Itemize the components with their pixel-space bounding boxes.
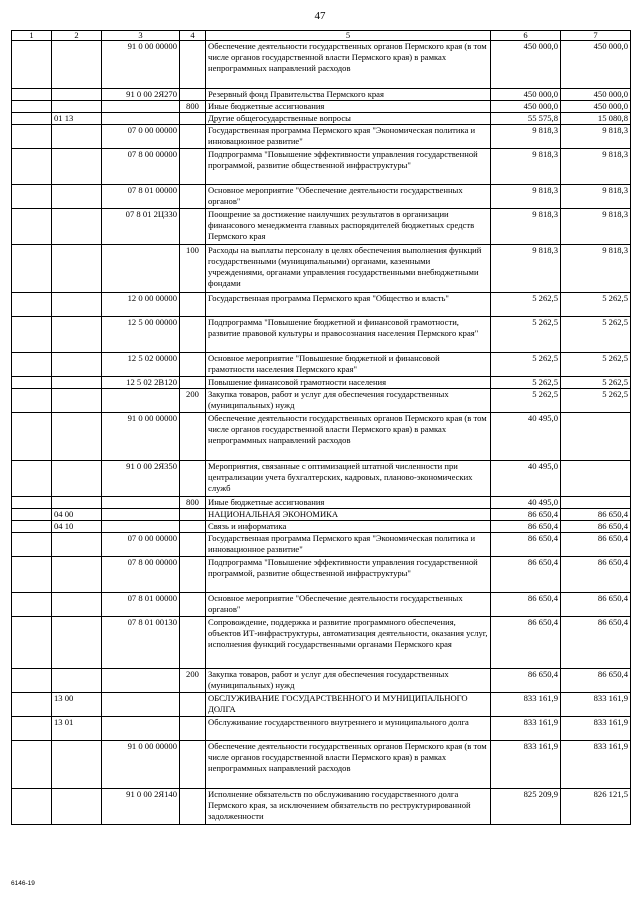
amount-year2-cell: 5 262,5 — [561, 389, 631, 413]
subsection-cell — [52, 593, 102, 617]
subsection-cell — [52, 209, 102, 245]
amount-year1-cell: 5 262,5 — [491, 377, 561, 389]
amount-year2-cell: 86 650,4 — [561, 509, 631, 521]
amount-year1-cell: 9 818,3 — [491, 185, 561, 209]
table-row — [12, 461, 631, 497]
section-cell — [12, 617, 52, 669]
table-row — [12, 125, 631, 149]
amount-year1-cell: 833 161,9 — [491, 693, 561, 717]
amount-year1-cell: 40 495,0 — [491, 413, 561, 461]
description-cell: НАЦИОНАЛЬНАЯ ЭКОНОМИКА — [206, 509, 491, 521]
amount-year2-cell: 450 000,0 — [561, 89, 631, 101]
description-cell: Закупка товаров, работ и услуг для обеспечения государственных (муниципальных) нужд — [206, 389, 491, 413]
amount-year1-cell: 450 000,0 — [491, 89, 561, 101]
amount-year2-cell: 9 818,3 — [561, 245, 631, 293]
amount-year2-cell: 9 818,3 — [561, 149, 631, 185]
amount-year2-cell: 9 818,3 — [561, 209, 631, 245]
target-article-cell — [102, 113, 180, 125]
document-code: 6146-19 — [11, 880, 35, 887]
description-cell: ОБСЛУЖИВАНИЕ ГОСУДАРСТВЕННОГО И МУНИЦИПАЛЬНОГО ДОЛГА — [206, 693, 491, 717]
amount-year2-cell: 5 262,5 — [561, 377, 631, 389]
amount-year2-cell: 86 650,4 — [561, 557, 631, 593]
target-article-cell — [102, 497, 180, 509]
target-article-cell — [102, 669, 180, 693]
table-row — [12, 741, 631, 789]
amount-year2-cell — [561, 413, 631, 461]
subsection-cell — [52, 389, 102, 413]
amount-year1-cell: 40 495,0 — [491, 461, 561, 497]
subsection-cell — [52, 353, 102, 377]
expense-type-cell: 800 — [180, 497, 206, 509]
amount-year1-cell: 5 262,5 — [491, 293, 561, 317]
description-cell: Исполнение обязательств по обслуживанию государственного долга Пермского края, за исключением обязательств по реструктурированной задолженности — [206, 789, 491, 825]
section-cell — [12, 533, 52, 557]
table-row — [12, 389, 631, 413]
expense-type-cell — [180, 461, 206, 497]
section-cell — [12, 497, 52, 509]
amount-year2-cell: 86 650,4 — [561, 617, 631, 669]
column-header: 1 — [12, 31, 52, 41]
expense-type-cell: 200 — [180, 669, 206, 693]
expense-type-cell: 800 — [180, 101, 206, 113]
expense-type-cell — [180, 509, 206, 521]
column-header: 4 — [180, 31, 206, 41]
amount-year2-cell: 86 650,4 — [561, 593, 631, 617]
target-article-cell — [102, 389, 180, 413]
table-row — [12, 557, 631, 593]
target-article-cell: 07 0 00 00000 — [102, 533, 180, 557]
amount-year2-cell: 86 650,4 — [561, 521, 631, 533]
page-number: 47 — [314, 10, 326, 22]
amount-year1-cell: 450 000,0 — [491, 101, 561, 113]
section-cell — [12, 113, 52, 125]
expense-type-cell: 100 — [180, 245, 206, 293]
amount-year1-cell: 9 818,3 — [491, 149, 561, 185]
amount-year1-cell: 86 650,4 — [491, 617, 561, 669]
amount-year1-cell: 55 575,8 — [491, 113, 561, 125]
column-header: 5 — [206, 31, 491, 41]
column-number-row — [12, 31, 631, 41]
table-row — [12, 149, 631, 185]
target-article-cell: 07 8 00 00000 — [102, 149, 180, 185]
subsection-cell — [52, 125, 102, 149]
section-cell — [12, 185, 52, 209]
expense-type-cell — [180, 125, 206, 149]
expense-type-cell — [180, 741, 206, 789]
expense-type-cell — [180, 209, 206, 245]
amount-year1-cell: 86 650,4 — [491, 593, 561, 617]
description-cell: Резервный фонд Правительства Пермского края — [206, 89, 491, 101]
target-article-cell: 12 0 00 00000 — [102, 293, 180, 317]
section-cell — [12, 717, 52, 741]
table-row — [12, 209, 631, 245]
description-cell: Основное мероприятие "Обеспечение деятельности государственных органов" — [206, 185, 491, 209]
table-row — [12, 521, 631, 533]
description-cell: Иные бюджетные ассигнования — [206, 497, 491, 509]
section-cell — [12, 413, 52, 461]
section-cell — [12, 741, 52, 789]
table-row — [12, 693, 631, 717]
description-cell: Сопровождение, поддержка и развитие программного обеспечения, объектов ИТ-инфраструктуры, автоматизация деятельности, оказания услуг, исполнения функций государственными органами Пермского края — [206, 617, 491, 669]
section-cell — [12, 317, 52, 353]
description-cell: Обслуживание государственного внутреннего и муниципального долга — [206, 717, 491, 741]
section-cell — [12, 557, 52, 593]
section-cell — [12, 101, 52, 113]
target-article-cell: 07 0 00 00000 — [102, 125, 180, 149]
amount-year2-cell: 15 080,8 — [561, 113, 631, 125]
description-cell: Поощрение за достижение наилучших результатов в организации финансового менеджмента главных распорядителей бюджетных средств Пермского края — [206, 209, 491, 245]
target-article-cell: 91 0 00 00000 — [102, 741, 180, 789]
section-cell — [12, 353, 52, 377]
subsection-cell — [52, 413, 102, 461]
expense-type-cell — [180, 317, 206, 353]
subsection-cell: 04 00 — [52, 509, 102, 521]
subsection-cell — [52, 377, 102, 389]
expense-type-cell — [180, 789, 206, 825]
column-header: 7 — [561, 31, 631, 41]
description-cell: Расходы на выплаты персоналу в целях обеспечения выполнения функций государственными (муниципальными) органами, казенными учреждениями, органами управления государственными внебюджетными фондами — [206, 245, 491, 293]
table-row — [12, 617, 631, 669]
amount-year1-cell: 825 209,9 — [491, 789, 561, 825]
amount-year2-cell: 833 161,9 — [561, 717, 631, 741]
amount-year2-cell: 5 262,5 — [561, 353, 631, 377]
table-row — [12, 669, 631, 693]
section-cell — [12, 149, 52, 185]
amount-year2-cell: 833 161,9 — [561, 693, 631, 717]
section-cell — [12, 245, 52, 293]
section-cell — [12, 789, 52, 825]
subsection-cell — [52, 617, 102, 669]
target-article-cell — [102, 717, 180, 741]
target-article-cell: 07 8 00 00000 — [102, 557, 180, 593]
target-article-cell — [102, 693, 180, 717]
amount-year2-cell — [561, 497, 631, 509]
expense-type-cell — [180, 41, 206, 89]
target-article-cell: 07 8 01 00130 — [102, 617, 180, 669]
amount-year1-cell: 5 262,5 — [491, 389, 561, 413]
target-article-cell — [102, 509, 180, 521]
expense-type-cell — [180, 353, 206, 377]
amount-year1-cell: 5 262,5 — [491, 317, 561, 353]
column-header: 3 — [102, 31, 180, 41]
target-article-cell: 91 0 00 2Я270 — [102, 89, 180, 101]
description-cell: Подпрограмма "Повышение эффективности управления государственной программой, развитие общественной инфраструктуры" — [206, 149, 491, 185]
subsection-cell — [52, 669, 102, 693]
section-cell — [12, 509, 52, 521]
subsection-cell — [52, 185, 102, 209]
amount-year1-cell: 86 650,4 — [491, 533, 561, 557]
amount-year1-cell: 5 262,5 — [491, 353, 561, 377]
section-cell — [12, 41, 52, 89]
target-article-cell: 07 8 01 2Ц330 — [102, 209, 180, 245]
target-article-cell: 12 5 02 2В120 — [102, 377, 180, 389]
target-article-cell: 12 5 00 00000 — [102, 317, 180, 353]
expense-type-cell — [180, 593, 206, 617]
section-cell — [12, 209, 52, 245]
table-row — [12, 41, 631, 89]
table-row — [12, 89, 631, 101]
amount-year1-cell: 9 818,3 — [491, 245, 561, 293]
subsection-cell — [52, 533, 102, 557]
expense-type-cell: 200 — [180, 389, 206, 413]
amount-year1-cell: 450 000,0 — [491, 41, 561, 89]
target-article-cell — [102, 101, 180, 113]
table-row — [12, 533, 631, 557]
expense-type-cell — [180, 377, 206, 389]
target-article-cell: 12 5 02 00000 — [102, 353, 180, 377]
subsection-cell — [52, 461, 102, 497]
table-row — [12, 509, 631, 521]
amount-year1-cell: 86 650,4 — [491, 557, 561, 593]
subsection-cell: 13 01 — [52, 717, 102, 741]
subsection-cell — [52, 741, 102, 789]
subsection-cell — [52, 557, 102, 593]
section-cell — [12, 693, 52, 717]
amount-year1-cell: 833 161,9 — [491, 741, 561, 789]
description-cell: Обеспечение деятельности государственных органов Пермского края (в том числе органов государственной власти Пермского края) в рамках непрограммных направлений расходов — [206, 741, 491, 789]
amount-year2-cell: 86 650,4 — [561, 533, 631, 557]
expense-type-cell — [180, 557, 206, 593]
description-cell: Подпрограмма "Повышение бюджетной и финансовой грамотности, развитие правовой культуры и правосознания населения Пермского края" — [206, 317, 491, 353]
table-row — [12, 353, 631, 377]
table-row — [12, 593, 631, 617]
table-row — [12, 317, 631, 353]
amount-year2-cell — [561, 461, 631, 497]
column-header: 2 — [52, 31, 102, 41]
amount-year1-cell: 833 161,9 — [491, 717, 561, 741]
expense-type-cell — [180, 533, 206, 557]
subsection-cell — [52, 497, 102, 509]
column-header: 6 — [491, 31, 561, 41]
description-cell: Обеспечение деятельности государственных органов Пермского края (в том числе органов государственной власти Пермского края) в рамках непрограммных направлений расходов — [206, 41, 491, 89]
section-cell — [12, 461, 52, 497]
subsection-cell — [52, 41, 102, 89]
section-cell — [12, 593, 52, 617]
description-cell: Государственная программа Пермского края "Экономическая политика и инновационное развитие" — [206, 533, 491, 557]
expense-type-cell — [180, 413, 206, 461]
table-row — [12, 113, 631, 125]
table-row — [12, 717, 631, 741]
subsection-cell: 13 00 — [52, 693, 102, 717]
subsection-cell — [52, 317, 102, 353]
description-cell: Мероприятия, связанные с оптимизацией штатной численности при централизации учета бухгалтерских, кадровых, планово-экономических служб — [206, 461, 491, 497]
target-article-cell: 07 8 01 00000 — [102, 593, 180, 617]
section-cell — [12, 389, 52, 413]
target-article-cell — [102, 245, 180, 293]
expense-type-cell — [180, 89, 206, 101]
amount-year2-cell: 5 262,5 — [561, 293, 631, 317]
description-cell: Повышение финансовой грамотности населения — [206, 377, 491, 389]
table-row — [12, 789, 631, 825]
table-row — [12, 293, 631, 317]
description-cell: Другие общегосударственные вопросы — [206, 113, 491, 125]
subsection-cell — [52, 89, 102, 101]
target-article-cell: 91 0 00 2Я350 — [102, 461, 180, 497]
target-article-cell: 91 0 00 2Я140 — [102, 789, 180, 825]
subsection-cell — [52, 245, 102, 293]
target-article-cell: 91 0 00 00000 — [102, 41, 180, 89]
description-cell: Основное мероприятие "Повышение бюджетной и финансовой грамотности населения Пермского края" — [206, 353, 491, 377]
section-cell — [12, 377, 52, 389]
amount-year2-cell: 9 818,3 — [561, 185, 631, 209]
budget-table — [11, 30, 631, 825]
section-cell — [12, 293, 52, 317]
description-cell: Государственная программа Пермского края "Экономическая политика и инновационное развитие" — [206, 125, 491, 149]
expense-type-cell — [180, 149, 206, 185]
table-row — [12, 413, 631, 461]
amount-year1-cell: 9 818,3 — [491, 209, 561, 245]
description-cell: Подпрограмма "Повышение эффективности управления государственной программой, развитие общественной инфраструктуры" — [206, 557, 491, 593]
table-row — [12, 101, 631, 113]
amount-year1-cell: 86 650,4 — [491, 509, 561, 521]
amount-year1-cell: 86 650,4 — [491, 669, 561, 693]
target-article-cell — [102, 521, 180, 533]
description-cell: Закупка товаров, работ и услуг для обеспечения государственных (муниципальных) нужд — [206, 669, 491, 693]
amount-year2-cell: 86 650,4 — [561, 669, 631, 693]
target-article-cell: 91 0 00 00000 — [102, 413, 180, 461]
amount-year2-cell: 9 818,3 — [561, 125, 631, 149]
table-row — [12, 377, 631, 389]
table-row — [12, 245, 631, 293]
section-cell — [12, 89, 52, 101]
target-article-cell: 07 8 01 00000 — [102, 185, 180, 209]
subsection-cell: 04 10 — [52, 521, 102, 533]
amount-year2-cell: 450 000,0 — [561, 101, 631, 113]
amount-year1-cell: 9 818,3 — [491, 125, 561, 149]
amount-year2-cell: 833 161,9 — [561, 741, 631, 789]
description-cell: Связь и информатика — [206, 521, 491, 533]
subsection-cell: 01 13 — [52, 113, 102, 125]
description-cell: Иные бюджетные ассигнования — [206, 101, 491, 113]
section-cell — [12, 125, 52, 149]
subsection-cell — [52, 149, 102, 185]
amount-year1-cell: 40 495,0 — [491, 497, 561, 509]
amount-year2-cell: 826 121,5 — [561, 789, 631, 825]
description-cell: Основное мероприятие "Обеспечение деятельности государственных органов" — [206, 593, 491, 617]
amount-year2-cell: 5 262,5 — [561, 317, 631, 353]
subsection-cell — [52, 789, 102, 825]
expense-type-cell — [180, 521, 206, 533]
subsection-cell — [52, 101, 102, 113]
expense-type-cell — [180, 693, 206, 717]
expense-type-cell — [180, 293, 206, 317]
table-row — [12, 185, 631, 209]
section-cell — [12, 669, 52, 693]
description-cell: Обеспечение деятельности государственных органов Пермского края (в том числе органов государственной власти Пермского края) в рамках непрограммных направлений расходов — [206, 413, 491, 461]
expense-type-cell — [180, 185, 206, 209]
amount-year1-cell: 86 650,4 — [491, 521, 561, 533]
expense-type-cell — [180, 717, 206, 741]
table-row — [12, 497, 631, 509]
subsection-cell — [52, 293, 102, 317]
description-cell: Государственная программа Пермского края "Общество и власть" — [206, 293, 491, 317]
expense-type-cell — [180, 617, 206, 669]
expense-type-cell — [180, 113, 206, 125]
amount-year2-cell: 450 000,0 — [561, 41, 631, 89]
table-body — [12, 41, 631, 825]
section-cell — [12, 521, 52, 533]
